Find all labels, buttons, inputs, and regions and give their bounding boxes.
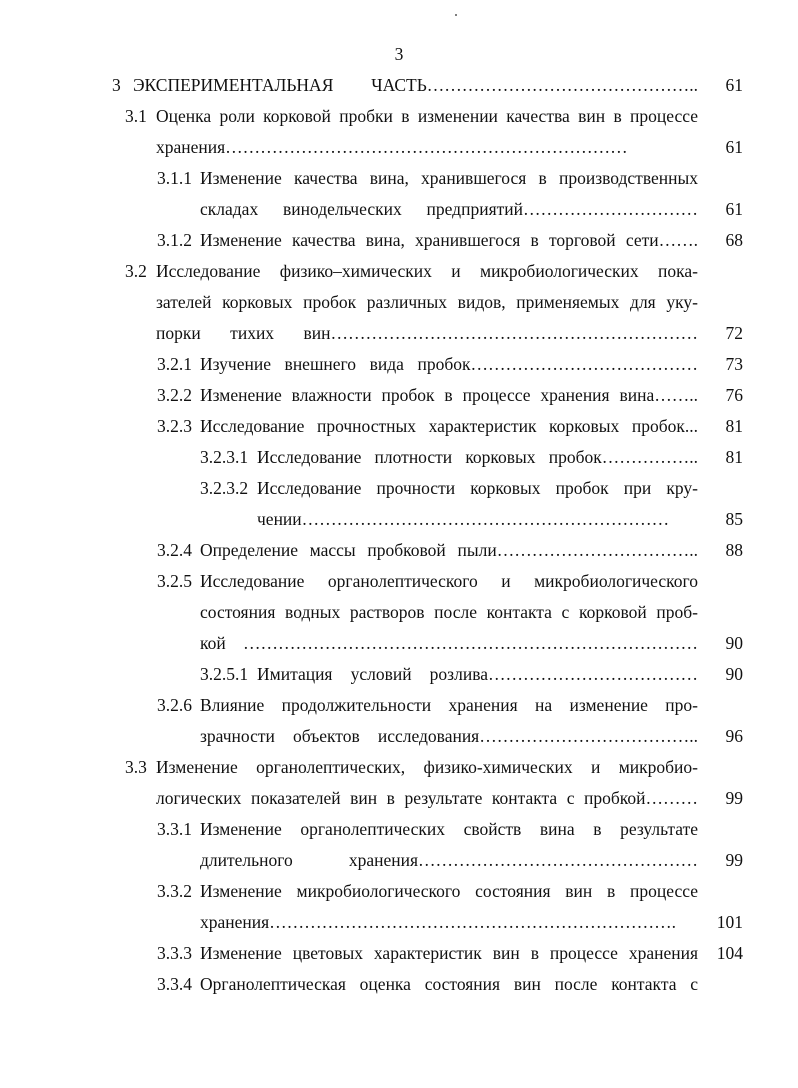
page-number: 3 (394, 44, 404, 64)
toc-entry-number: 3.3.2 (157, 881, 192, 901)
toc-entry-number: 3.1.1 (157, 168, 192, 188)
toc-entry-text: Органолептическая оценка состояния вин после контакта с (200, 974, 698, 994)
toc-entry-page: 99 (725, 788, 743, 808)
toc-entry-text: складах винодельческих предприятий………………………… (200, 199, 698, 219)
toc-entry-page: 68 (725, 230, 743, 250)
toc-entry-page: 96 (725, 726, 743, 746)
toc-entry-text: Изменение органолептических, физико-химических и микробио- (156, 757, 698, 777)
toc-entry-number: 3.2.2 (157, 385, 192, 405)
toc-entry-page: 90 (725, 633, 743, 653)
toc-entry-page: 61 (725, 75, 743, 95)
toc-entry-page: 104 (716, 943, 743, 963)
toc-entry-text: кой …………………………………………………………………… (200, 633, 698, 653)
toc-entry-text: ЭКСПЕРИМЕНТАЛЬНАЯ ЧАСТЬ……………………………………….. (133, 75, 698, 95)
toc-entry-number: 3.3.1 (157, 819, 192, 839)
toc-entry-number: 3.1 (125, 106, 147, 126)
toc-entry-text: Изменение влажности пробок в процессе хранения вина…….. (200, 385, 698, 405)
toc-entry-text: Определение массы пробковой пыли…………………………….. (200, 540, 698, 560)
toc-entry-page: 88 (725, 540, 743, 560)
toc-entry-page: 85 (725, 509, 743, 529)
toc-entry-text: Влияние продолжительности хранения на изменение про- (200, 695, 698, 715)
toc-entry-text: чении……………………………………………………… (257, 509, 670, 529)
toc-entry-number: 3.2.1 (157, 354, 192, 374)
toc-entry-page: 81 (725, 447, 743, 467)
scan-speck (455, 14, 457, 16)
toc-entry-number: 3.3.4 (157, 974, 192, 994)
toc-entry-text: Изучение внешнего вида пробок………………………………… (200, 354, 698, 374)
toc-entry-number: 3.2.3 (157, 416, 192, 436)
toc-entry-page: 61 (725, 199, 743, 219)
toc-entry-text: Изменение цветовых характеристик вин в процессе хранения (200, 943, 698, 963)
toc-entry-text: зателей корковых пробок различных видов, применяемых для уку- (156, 292, 698, 312)
toc-entry-text: Имитация условий розлива……………………………… (257, 664, 698, 684)
toc-entry-text: зрачности объектов исследования……………………………….. (200, 726, 698, 746)
toc-entry-text: хранения…………………………………………………………… (156, 137, 628, 157)
toc-entry-number: 3.2.3.1 (200, 447, 249, 467)
toc-entry-number: 3.1.2 (157, 230, 192, 250)
toc-entry-text: Исследование физико–химических и микробиологических пока- (156, 261, 698, 281)
toc-entry-number: 3.2.3.2 (200, 478, 249, 498)
toc-entry-text: Исследование органолептического и микробиологического (200, 571, 698, 591)
toc-entry-number: 3.2.4 (157, 540, 192, 560)
toc-entry-page: 101 (716, 912, 743, 932)
toc-entry-page: 99 (725, 850, 743, 870)
toc-entry-text: Изменение микробиологического состояния вин в процессе (200, 881, 698, 901)
toc-entry-text: длительного хранения………………………………………… (200, 850, 698, 870)
toc-entry-number: 3 (112, 75, 121, 95)
toc-entry-page: 73 (725, 354, 743, 374)
toc-entry-number: 3.2.5.1 (200, 664, 249, 684)
toc-entry-text: Исследование плотности корковых пробок…………….. (257, 447, 698, 467)
toc-entry-text: Исследование прочности корковых пробок при кру- (257, 478, 698, 498)
toc-entry-number: 3.2.6 (157, 695, 192, 715)
toc-entry-text: порки тихих вин……………………………………………………… (156, 323, 698, 343)
toc-entry-number: 3.3 (125, 757, 147, 777)
toc-entry-number: 3.3.3 (157, 943, 192, 963)
toc-entry-text: Изменение качества вина, хранившегося в торговой сети……. (200, 230, 698, 250)
toc-entry-page: 81 (725, 416, 743, 436)
toc-entry-text: Оценка роли корковой пробки в изменении качества вин в процессе (156, 106, 698, 126)
toc-entry-page: 72 (725, 323, 743, 343)
toc-entry-page: 61 (725, 137, 743, 157)
toc-entry-text: Исследование прочностных характеристик корковых пробок... (200, 416, 698, 436)
toc-entry-text: состояния водных растворов после контакта с корковой проб- (200, 602, 698, 622)
toc-entry-number: 3.2 (125, 261, 147, 281)
toc-entry-text: хранения……………………………………………………………. (200, 912, 677, 932)
toc-entry-page: 76 (725, 385, 743, 405)
toc-entry-text: логических показателей вин в результате контакта с пробкой……… (156, 788, 698, 808)
toc-entry-text: Изменение качества вина, хранившегося в производственных (200, 168, 698, 188)
toc-entry-page: 90 (725, 664, 743, 684)
toc-entry-number: 3.2.5 (157, 571, 192, 591)
toc-entry-text: Изменение органолептических свойств вина в результате (200, 819, 698, 839)
